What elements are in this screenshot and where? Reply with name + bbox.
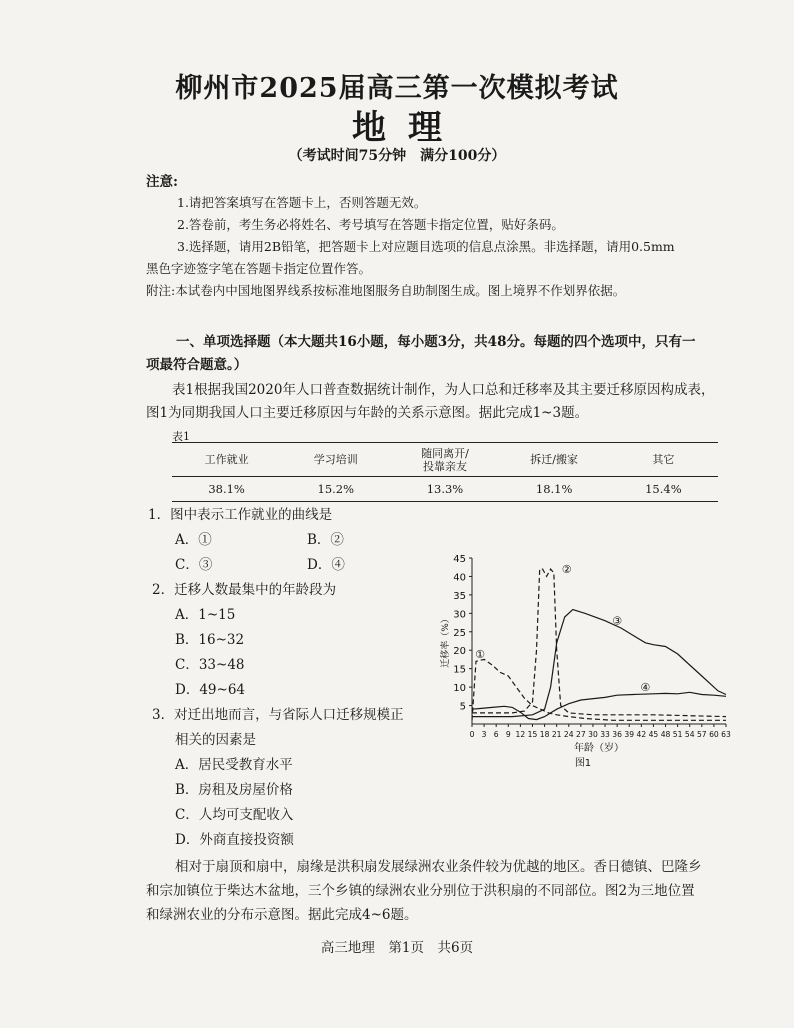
x-tick-label: 51 <box>672 730 683 739</box>
question-2-stem: 2．迁移人数最集中的年龄段为 <box>152 582 337 598</box>
notes-heading: 注意: <box>146 174 178 190</box>
section1-intro-cont: 图1为同期我国人口主要迁移原因与年龄的关系示意图。据此完成1~3题。 <box>146 405 589 421</box>
y-tick-label: 5 <box>459 701 466 713</box>
x-tick-label: 12 <box>515 730 526 739</box>
series-line <box>472 692 726 719</box>
option-text: 16~32 <box>198 632 245 648</box>
series-line <box>472 659 726 720</box>
exam-title: 柳州市2025届高三第一次模拟考试 <box>175 73 619 104</box>
x-tick-label: 9 <box>505 730 511 739</box>
question-1-option-b[interactable] <box>307 528 344 548</box>
x-tick-label: 21 <box>551 730 562 739</box>
section1-heading: 一、单项选择题（本大题共16小题，每小题3分，共48分。每题的四个选项中，只有一 <box>176 334 696 350</box>
x-tick-label: 63 <box>721 730 731 739</box>
question-2-option-b[interactable] <box>175 628 244 648</box>
y-tick-label: 30 <box>453 609 466 621</box>
option-letter: A． <box>175 607 199 623</box>
option-letter: B． <box>307 532 331 548</box>
option-letter: D． <box>175 682 200 698</box>
page-footer: 高三地理 第1页 共6页 <box>320 940 474 956</box>
option-letter: D． <box>175 832 200 848</box>
option-letter: B． <box>175 632 199 648</box>
x-tick-label: 54 <box>684 730 695 739</box>
x-tick-label: 48 <box>660 730 671 739</box>
table-row <box>172 477 718 502</box>
table-header-row <box>172 443 718 477</box>
exam-subject: 地理 <box>352 108 464 148</box>
question-1-option-a[interactable] <box>175 528 212 548</box>
y-axis-label: 迁移率（%） <box>441 614 451 668</box>
y-tick-label: 20 <box>453 646 466 658</box>
question-1-stem: 1．图中表示工作就业的曲线是 <box>148 507 333 523</box>
table-header-cell: 其它 <box>609 443 718 477</box>
option-letter: B． <box>175 782 199 798</box>
x-tick-label: 60 <box>709 730 719 739</box>
option-letter: A． <box>175 757 199 773</box>
question-2-option-a[interactable] <box>175 603 235 623</box>
x-tick-label: 39 <box>624 730 635 739</box>
series-line <box>472 610 726 717</box>
notes-item: 2.答卷前，考生务必将姓名、考号填写在答题卡指定位置，贴好条码。 <box>177 217 564 232</box>
question-2-option-d[interactable] <box>175 678 245 698</box>
question-3-stem: 3．对迁出地而言，与省际人口迁移规模正 <box>152 707 404 723</box>
series-label: ④ <box>640 681 651 695</box>
table-cell: 18.1% <box>500 477 609 502</box>
x-axis-label: 年龄（岁） <box>574 743 624 754</box>
table-header-cell: 学习培训 <box>281 443 390 477</box>
y-tick-label: 25 <box>453 627 466 639</box>
table-header-cell: 工作就业 <box>172 443 281 477</box>
question-3-option-d[interactable] <box>175 828 294 848</box>
y-tick-label: 35 <box>453 590 466 602</box>
table-1 <box>172 442 718 502</box>
series-label: ① <box>475 647 486 661</box>
y-tick-label: 40 <box>453 572 466 584</box>
x-tick-label: 33 <box>600 730 610 739</box>
option-text: 居民受教育水平 <box>198 757 293 773</box>
option-letter: C． <box>175 807 199 823</box>
figure-caption: 图1 <box>574 758 592 769</box>
section1-heading-cont: 项最符合题意。） <box>146 357 248 373</box>
figure-1-chart <box>430 548 740 769</box>
option-letter: C． <box>175 557 199 573</box>
table-cell: 13.3% <box>390 477 499 502</box>
question-1-option-c[interactable] <box>175 553 212 573</box>
option-text: ① <box>198 532 212 548</box>
table-cell: 38.1% <box>172 477 281 502</box>
option-letter: A． <box>175 532 199 548</box>
option-letter: C． <box>175 657 199 673</box>
x-tick-label: 24 <box>563 730 574 739</box>
section1-intro: 表1根据我国2020年人口普查数据统计制作，为人口总和迁移率及其主要迁移原因构成表， <box>172 382 715 398</box>
y-tick-label: 15 <box>453 664 466 676</box>
y-tick-label: 45 <box>453 554 466 565</box>
passage-2-cont: 和绿洲农业的分布示意图。据此完成4~6题。 <box>146 907 418 923</box>
x-tick-label: 15 <box>527 730 538 739</box>
question-3-option-c[interactable] <box>175 803 293 823</box>
x-tick-label: 30 <box>588 730 598 739</box>
table-header-cell: 随同离开/ 投靠亲友 <box>390 443 499 477</box>
option-text: 人均可支配收入 <box>198 807 294 823</box>
option-text: 49~64 <box>199 682 245 698</box>
x-tick-label: 3 <box>481 730 487 739</box>
table-label: 表1 <box>172 430 190 443</box>
option-text: 房租及房屋价格 <box>198 782 293 798</box>
series-label: ③ <box>612 614 623 628</box>
question-3-option-a[interactable] <box>175 753 293 773</box>
table-cell: 15.2% <box>281 477 390 502</box>
notes-item: 黑色字迹签字笔在答题卡指定位置作答。 <box>146 261 372 276</box>
x-tick-label: 27 <box>576 730 586 739</box>
series-line <box>472 569 726 717</box>
x-tick-label: 18 <box>539 730 550 739</box>
option-text: ② <box>330 532 344 548</box>
passage-2-cont: 和宗加镇位于柴达木盆地，三个乡镇的绿洲农业分别位于洪积扇的不同部位。图2为三地位置 <box>146 883 695 899</box>
table-cell: 15.4% <box>609 477 718 502</box>
question-3-option-b[interactable] <box>175 778 293 798</box>
x-tick-label: 57 <box>696 730 707 739</box>
x-tick-label: 45 <box>648 730 659 739</box>
notes-item: 3.选择题，请用2B铅笔，把答题卡上对应题目选项的信息点涂黑。非选择题，请用0.5mm <box>177 239 675 254</box>
x-tick-label: 36 <box>612 730 622 739</box>
x-tick-label: 6 <box>493 730 499 739</box>
notes-attachment: 附注:本试卷内中国地图界线系按标准地图服务自助制图生成。图上境界不作划界依据。 <box>146 283 626 298</box>
exam-time-info: （考试时间75分钟 满分100分） <box>288 148 506 164</box>
passage-2: 相对于扇顶和扇中，扇缘是洪积扇发展绿洲农业条件较为优越的地区。香日德镇、巴隆乡 <box>175 859 702 875</box>
option-text: 1~15 <box>198 607 236 623</box>
series-label: ② <box>561 563 572 577</box>
x-tick-label: 42 <box>636 730 647 739</box>
question-3-stem-cont: 相关的因素是 <box>175 732 256 748</box>
option-text: ③ <box>198 557 213 573</box>
notes-item: 1.请把答案填写在答题卡上，否则答题无效。 <box>177 195 427 210</box>
table-header-cell: 拆迁/搬家 <box>500 443 609 477</box>
y-tick-label: 10 <box>453 683 466 695</box>
option-letter: D． <box>307 557 332 573</box>
question-1-option-d[interactable] <box>307 553 345 573</box>
option-text: 外商直接投资额 <box>199 832 294 848</box>
question-2-option-c[interactable] <box>175 653 245 673</box>
x-tick-label: 0 <box>469 730 475 739</box>
option-text: 33~48 <box>198 657 245 673</box>
option-text: ④ <box>331 557 345 573</box>
